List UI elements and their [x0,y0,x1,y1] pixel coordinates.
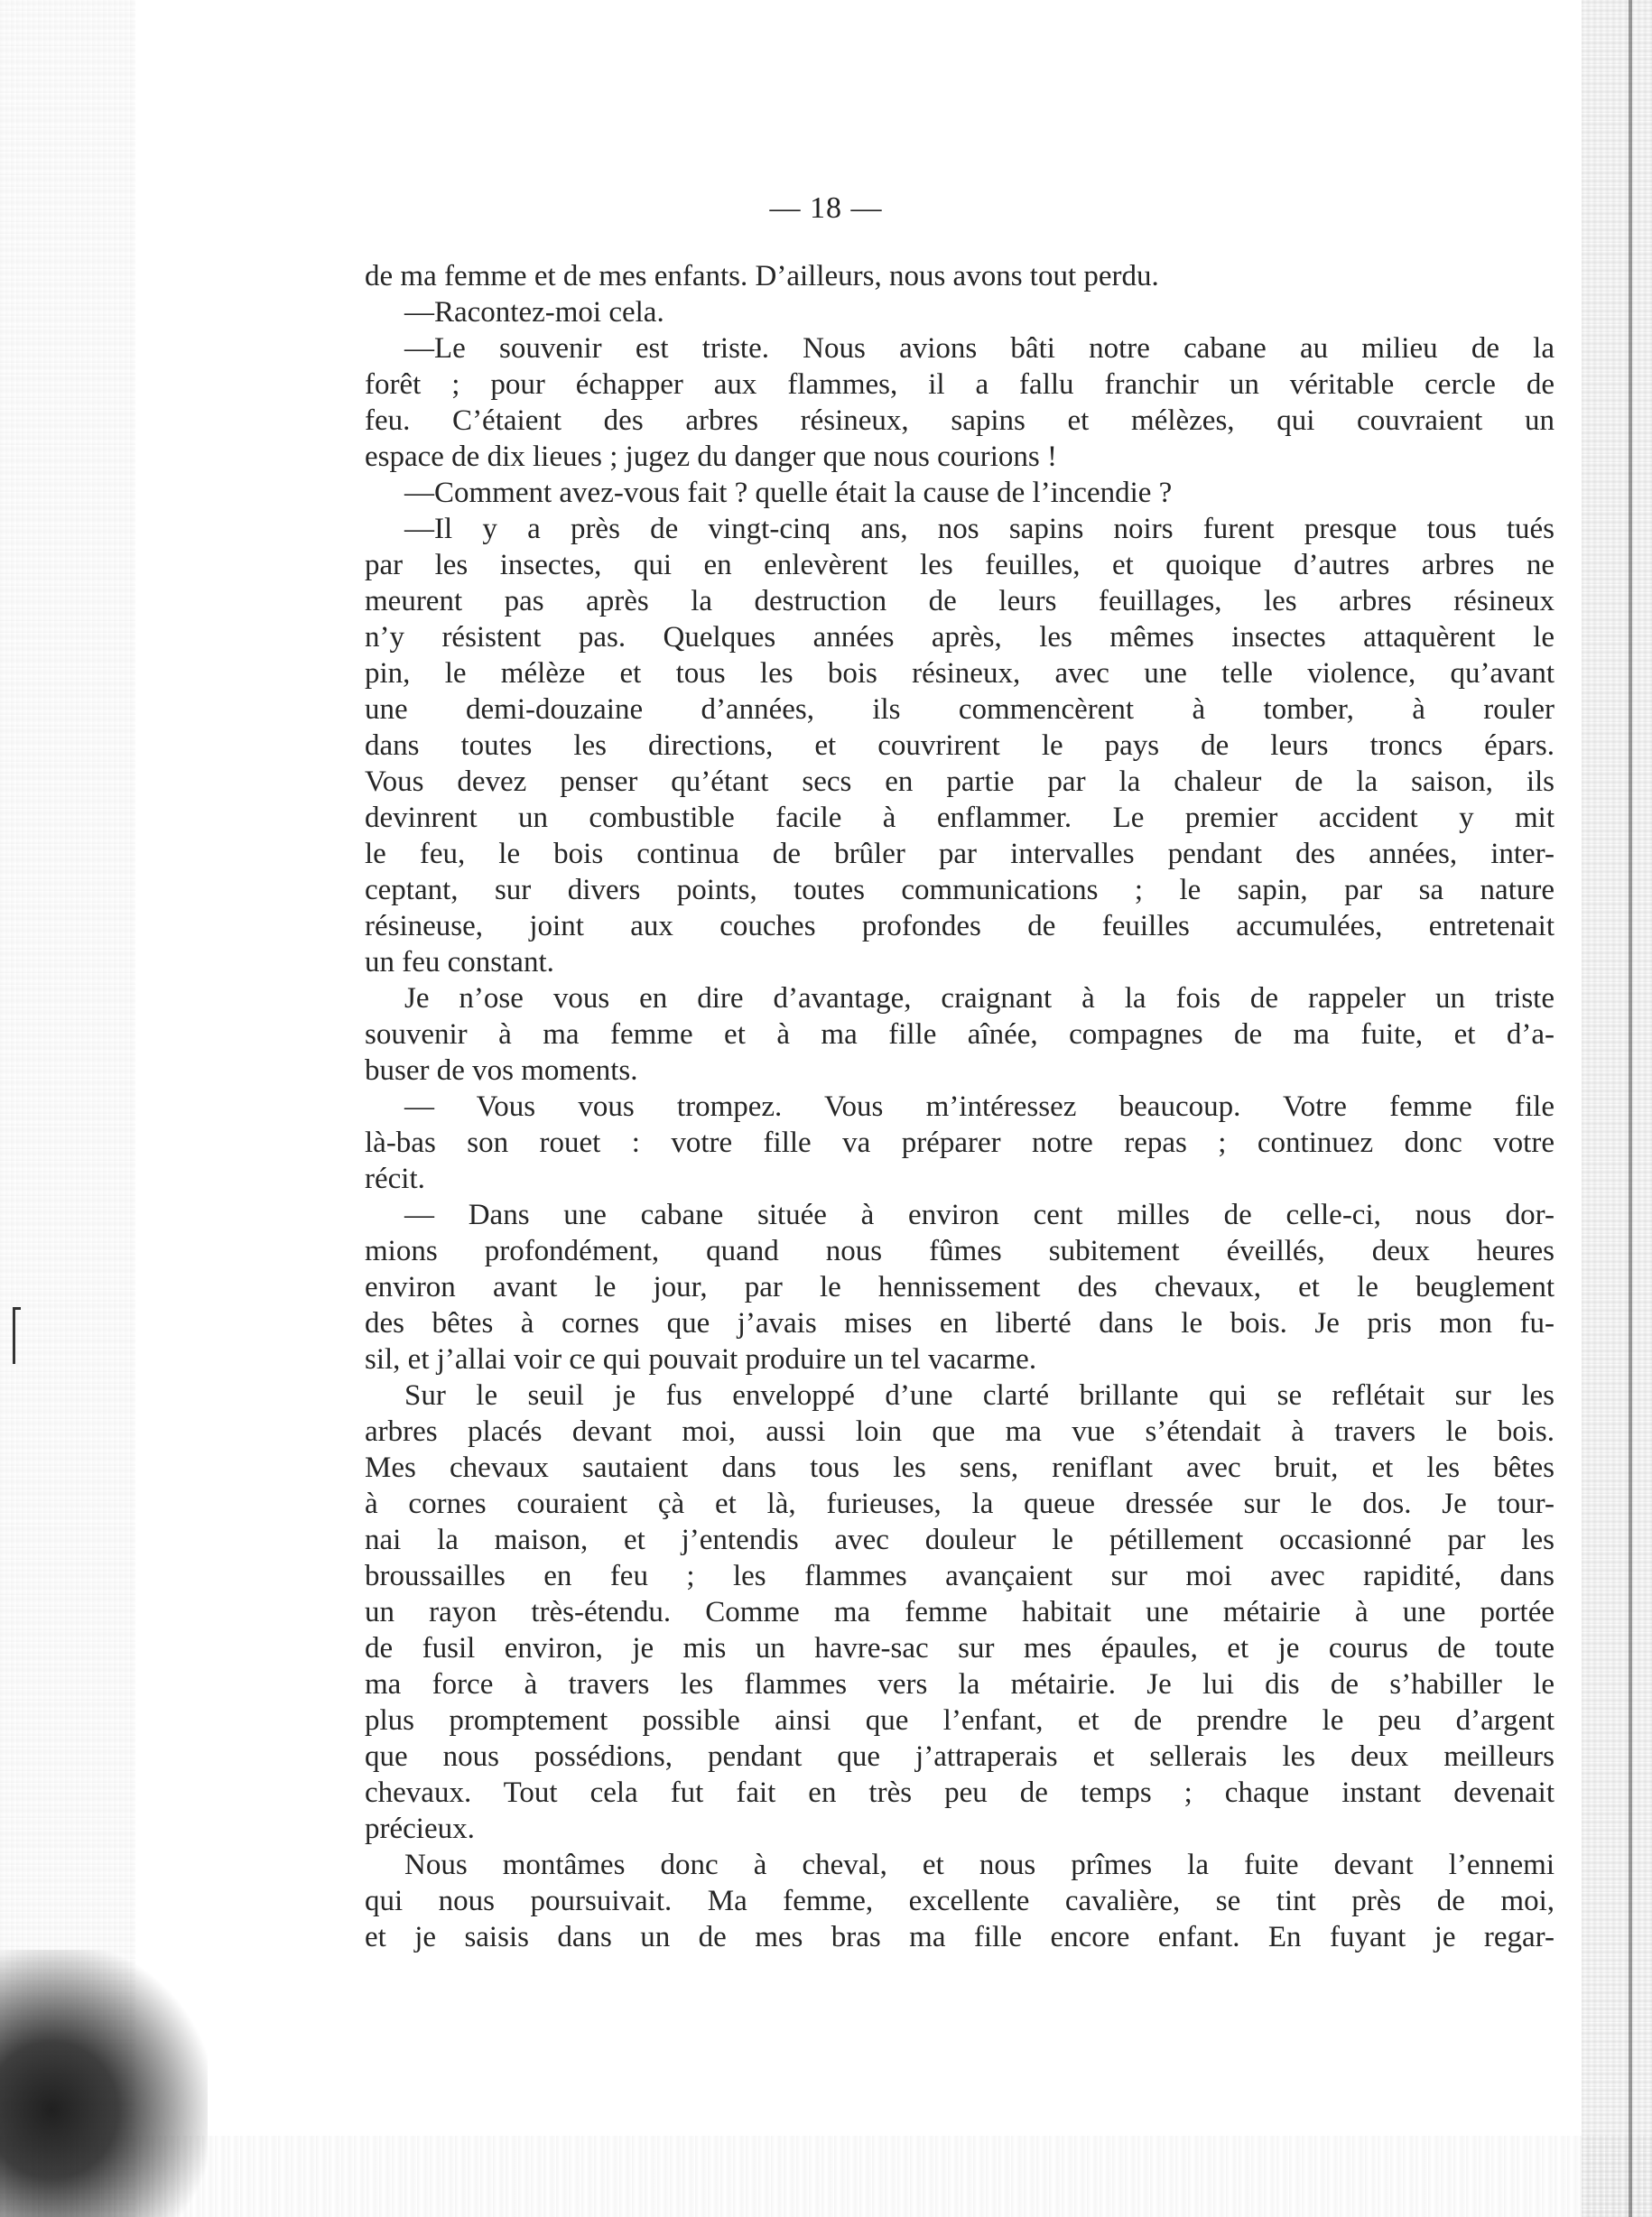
text-line: de ma femme et de mes enfants. D’ailleurs, nous avons tout perdu. [365,260,1159,292]
text-line: — Vous vous trompez. Vous m’intéressez beaucoup. Votre femme file [404,1090,1555,1123]
text-line: Mes chevaux sautaient dans tous les sens, reniflant avec bruit, et les bêtes [365,1452,1555,1484]
text-line: mions profondément, quand nous fûmes subitement éveillés, deux heures [365,1235,1555,1267]
text-line: de fusil environ, je mis un havre-sac sur mes épaules, et je courus de toute [365,1632,1555,1665]
text-line: —Racontez-moi cela. [404,296,664,329]
text-line: buser de vos moments. [365,1054,638,1087]
text-line: chevaux. Tout cela fut fait en très peu de temps ; chaque instant devenait [365,1776,1555,1809]
text-line: le feu, le bois continua de brûler par intervalles pendant des années, inter- [365,838,1555,870]
text-line: — Dans une cabane située à environ cent milles de celle-ci, nous dor- [404,1199,1555,1231]
text-line: des bêtes à cornes que j’avais mises en liberté dans le bois. Je pris mon fu- [365,1307,1555,1340]
text-line: plus promptement possible ainsi que l’enfant, et de prendre le peu d’argent [365,1704,1555,1737]
text-line: forêt ; pour échapper aux flammes, il a fallu franchir un véritable cercle de [365,368,1555,401]
body-text [365,258,1555,1955]
text-line: sil, et j’allai voir ce qui pouvait produire un tel vacarme. [365,1343,1037,1376]
text-line: —Le souvenir est triste. Nous avions bâti notre cabane au milieu de la [404,332,1555,365]
text-line: feu. C’étaient des arbres résineux, sapins et mélèzes, qui couvraient un [365,404,1555,437]
text-line: à cornes couraient çà et là, furieuses, la queue dressée sur le dos. Je tour- [365,1488,1555,1520]
text-line: là-bas son rouet : votre fille va préparer notre repas ; continuez donc votre [365,1127,1555,1159]
text-line: environ avant le jour, par le hennissement des chevaux, et le beuglement [365,1271,1555,1303]
text-line: —Il y a près de vingt-cinq ans, nos sapins noirs furent presque tous tués [404,513,1555,545]
scan-edge-left [0,0,135,2217]
text-line: qui nous poursuivait. Ma femme, excellente cavalière, se tint près de moi, [365,1885,1555,1917]
text-line: meurent pas après la destruction de leurs feuillages, les arbres résineux [365,585,1555,617]
text-line: nai la maison, et j’entendis avec douleur le pétillement occasionné par les [365,1524,1555,1556]
page-number: — 18 — [769,191,883,225]
text-line: précieux. [365,1813,475,1845]
ink-blot [0,1950,208,2217]
scan-noise-bottom [0,2136,1652,2217]
text-line: Sur le seuil je fus enveloppé d’une clarté brillante qui se reflétait sur les [404,1379,1555,1412]
text-line: un rayon très-étendu. Comme ma femme habitait une métairie à une portée [365,1596,1555,1628]
text-line: n’y résistent pas. Quelques années après, les mêmes insectes attaquèrent le [365,621,1555,654]
text-line: par les insectes, qui en enlevèrent les feuilles, et quoique d’autres arbres ne [365,549,1555,581]
margin-bracket-mark [13,1307,21,1364]
text-line: espace de dix lieues ; jugez du danger que nous courions ! [365,441,1058,473]
text-line: —Comment avez-vous fait ? quelle était la cause de l’incendie ? [404,477,1173,509]
text-line: dans toutes les directions, et couvrirent le pays de leurs troncs épars. [365,729,1555,762]
text-line: résineuse, joint aux couches profondes de feuilles accumulées, entretenait [365,910,1555,942]
binding-shadow [1629,0,1632,2217]
text-line: que nous possédions, pendant que j’attraperais et sellerais les deux meilleurs [365,1740,1555,1773]
text-line: devinrent un combustible facile à enflammer. Le premier accident y mit [365,802,1555,834]
scan-edge-right [1582,0,1652,2217]
text-line: Vous devez penser qu’étant secs en partie par la chaleur de la saison, ils [365,765,1555,798]
text-line: ma force à travers les flammes vers la métairie. Je lui dis de s’habiller le [365,1668,1555,1701]
text-line: un feu constant. [365,946,554,979]
text-line: une demi-douzaine d’années, ils commencèrent à tomber, à rouler [365,693,1555,726]
text-line: ceptant, sur divers points, toutes communications ; le sapin, par sa nature [365,874,1555,906]
text-line: souvenir à ma femme et à ma fille aînée, compagnes de ma fuite, et d’a- [365,1018,1555,1051]
text-line: broussailles en feu ; les flammes avançaient sur moi avec rapidité, dans [365,1560,1555,1592]
text-line: arbres placés devant moi, aussi loin que ma vue s’étendait à travers le bois. [365,1415,1555,1448]
text-line: Je n’ose vous en dire d’avantage, craignant à la fois de rappeler un triste [404,982,1555,1015]
text-line: Nous montâmes donc à cheval, et nous prîmes la fuite devant l’ennemi [404,1849,1555,1881]
text-line: pin, le mélèze et tous les bois résineux, avec une telle violence, qu’avant [365,657,1555,690]
text-line: et je saisis dans un de mes bras ma fille encore enfant. En fuyant je regar- [365,1921,1555,1953]
text-line: récit. [365,1163,425,1195]
